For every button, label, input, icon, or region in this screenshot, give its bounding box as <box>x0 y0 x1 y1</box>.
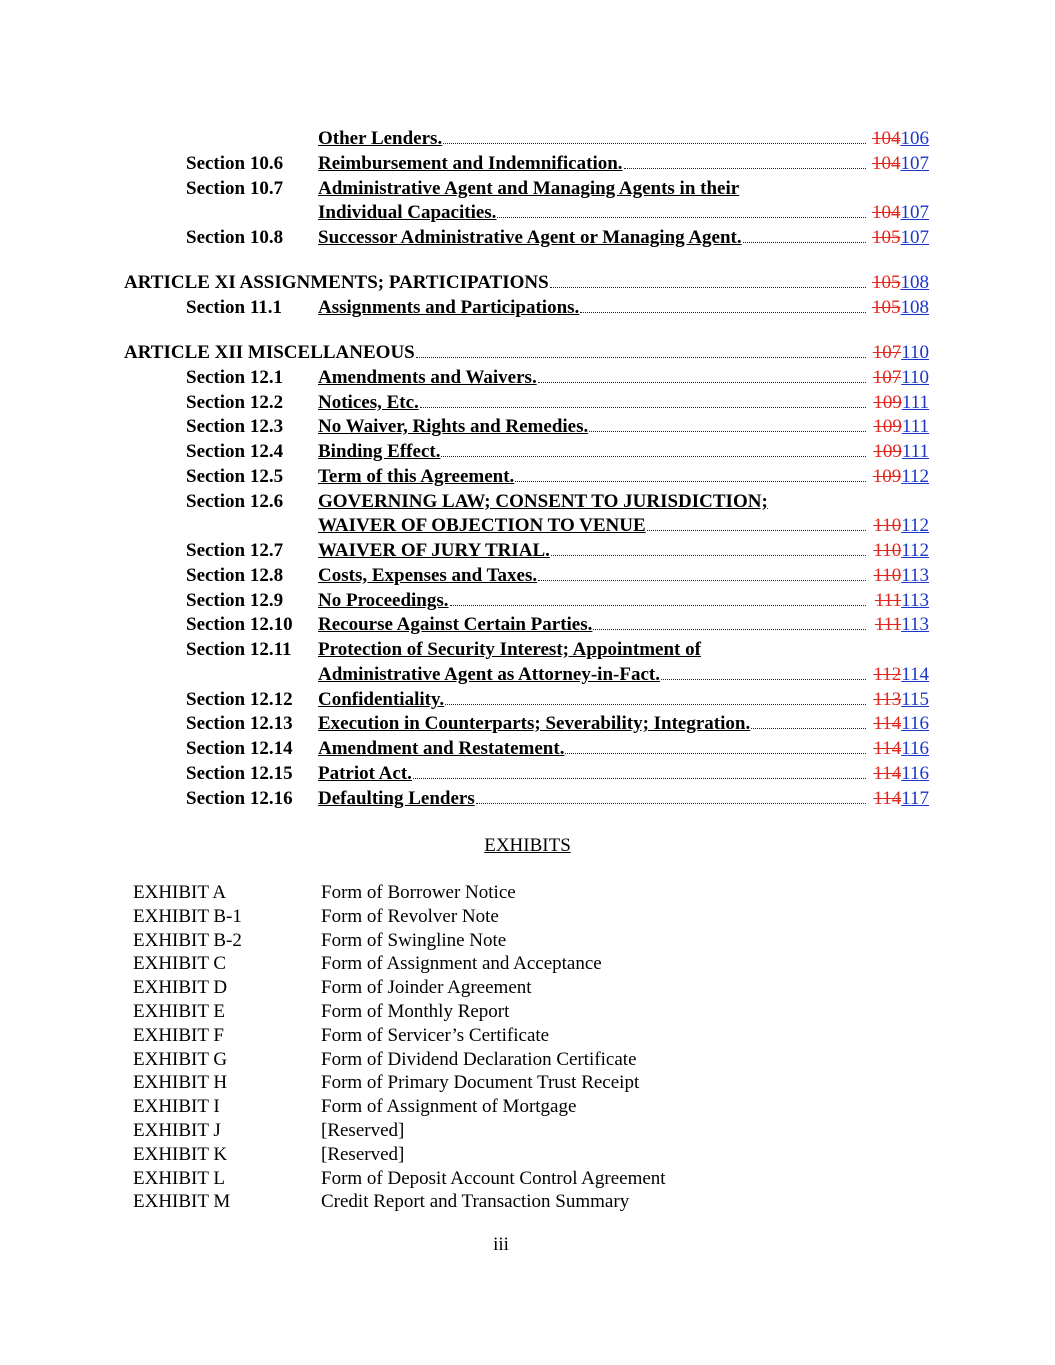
toc-entry-row <box>0 390 1055 415</box>
exhibit-id: EXHIBIT F <box>133 1024 224 1046</box>
section-number: Section 12.16 <box>186 788 293 809</box>
toc-entry-row <box>0 126 1055 151</box>
section-title-link[interactable]: Term of this Agreement. <box>318 466 515 487</box>
deleted-page-number: 114 <box>873 738 902 759</box>
page-reference <box>873 563 929 588</box>
toc-entry-row <box>0 414 1055 439</box>
section-number: Section 12.4 <box>186 441 284 462</box>
section-number: Section 12.14 <box>186 738 293 759</box>
deleted-page-number: 109 <box>873 416 902 437</box>
inserted-page-link[interactable]: 116 <box>901 738 929 759</box>
page-reference <box>873 538 929 563</box>
dot-leader <box>416 340 866 358</box>
dot-leader <box>589 414 866 432</box>
section-title-link[interactable]: GOVERNING LAW; CONSENT TO JURISDICTION; <box>318 491 768 512</box>
article-title: ARTICLE XI ASSIGNMENTS; PARTICIPATIONS <box>124 272 549 293</box>
inserted-page-link[interactable]: 107 <box>900 202 929 223</box>
exhibit-row <box>0 976 1055 1000</box>
toc-title-line <box>318 687 867 712</box>
deleted-page-number: 110 <box>873 540 902 561</box>
section-title-link[interactable]: WAIVER OF JURY TRIAL. <box>318 540 550 561</box>
deleted-page-number: 111 <box>874 590 902 611</box>
dot-leader <box>413 761 866 779</box>
section-title-link[interactable]: Costs, Expenses and Taxes. <box>318 565 538 586</box>
section-number: Section 12.8 <box>186 565 284 586</box>
exhibit-description: Form of Primary Document Trust Receipt <box>321 1072 640 1094</box>
section-number: Section 11.1 <box>186 297 283 318</box>
toc-title-line <box>318 761 867 786</box>
toc-entry-row <box>0 200 1055 225</box>
toc-title-line <box>318 662 867 687</box>
exhibit-description: Form of Revolver Note <box>321 905 499 927</box>
dot-leader <box>743 225 866 243</box>
dot-leader <box>476 786 866 804</box>
inserted-page-link[interactable]: 114 <box>901 664 929 685</box>
exhibit-row <box>0 905 1055 929</box>
dot-leader <box>661 662 866 680</box>
section-title-link[interactable]: No Waiver, Rights and Remedies. <box>318 416 589 437</box>
toc-title-line <box>318 176 867 201</box>
page-reference <box>873 711 929 736</box>
dot-leader <box>551 538 866 556</box>
section-title-link[interactable]: Individual Capacities. <box>318 202 497 223</box>
page-reference <box>873 513 929 538</box>
toc-title-line <box>124 340 867 365</box>
exhibit-row <box>0 1143 1055 1167</box>
deleted-page-number: 111 <box>874 614 902 635</box>
inserted-page-link[interactable]: 107 <box>900 153 929 174</box>
exhibit-id: EXHIBIT H <box>133 1072 228 1094</box>
deleted-page-number: 104 <box>872 153 901 174</box>
toc-title-line <box>318 563 867 588</box>
exhibit-id: EXHIBIT G <box>133 1048 228 1070</box>
inserted-page-link[interactable]: 115 <box>901 689 929 710</box>
exhibit-id: EXHIBIT C <box>133 953 227 975</box>
exhibit-row <box>0 1000 1055 1024</box>
section-number: Section 12.10 <box>186 614 293 635</box>
page-reference <box>873 736 929 761</box>
toc-title-line <box>318 126 867 151</box>
dot-leader <box>450 588 866 606</box>
section-title-link[interactable]: WAIVER OF OBJECTION TO VENUE <box>318 515 646 536</box>
toc-entry-row <box>0 563 1055 588</box>
deleted-page-number: 114 <box>873 713 902 734</box>
page-reference <box>872 225 929 250</box>
section-number: Section 12.15 <box>186 763 293 784</box>
section-title-link[interactable]: Execution in Counterparts; Severability; Integration. <box>318 713 751 734</box>
inserted-page-link[interactable]: 112 <box>901 515 929 536</box>
page-reference <box>873 414 929 439</box>
toc-entry-row <box>0 225 1055 250</box>
toc-title-line <box>318 414 867 439</box>
exhibit-id: EXHIBIT L <box>133 1167 225 1189</box>
toc-title-line <box>318 151 867 176</box>
page-reference <box>873 365 929 390</box>
page-reference <box>872 270 929 295</box>
section-title-link[interactable]: Defaulting Lenders <box>318 788 475 809</box>
exhibit-row <box>0 1167 1055 1191</box>
exhibits-heading: EXHIBITS <box>484 835 571 856</box>
toc-entry-row <box>0 489 1055 514</box>
toc-title-line <box>318 513 867 538</box>
page-reference <box>875 612 929 637</box>
exhibit-id: EXHIBIT M <box>133 1191 231 1213</box>
section-title-link[interactable]: Patriot Act. <box>318 763 412 784</box>
section-title-link[interactable]: Reimbursement and Indemnification. <box>318 153 623 174</box>
exhibit-row <box>0 881 1055 905</box>
exhibit-id: EXHIBIT J <box>133 1120 221 1141</box>
section-number: Section 10.7 <box>186 178 284 199</box>
toc-entry-row <box>0 365 1055 390</box>
toc-entry-row <box>0 176 1055 201</box>
deleted-page-number: 107 <box>872 367 902 388</box>
inserted-page-link[interactable]: 113 <box>901 590 929 611</box>
deleted-page-number: 110 <box>873 515 902 536</box>
page-reference <box>872 151 929 176</box>
toc-title-line <box>318 612 867 637</box>
page-reference <box>875 588 929 613</box>
inserted-page-link[interactable]: 106 <box>900 128 929 149</box>
toc-entry-row <box>0 711 1055 736</box>
inserted-page-link[interactable]: 107 <box>900 227 929 248</box>
toc-title-line <box>318 200 867 225</box>
dot-leader <box>515 464 866 482</box>
toc-entry-row <box>0 588 1055 613</box>
section-number: Section 12.5 <box>186 466 284 487</box>
deleted-page-number: 112 <box>873 664 902 685</box>
section-number: Section 12.12 <box>186 689 293 710</box>
section-title-link[interactable]: Other Lenders. <box>318 128 443 149</box>
exhibit-id: EXHIBIT A <box>133 882 227 903</box>
toc-title-line <box>318 365 867 390</box>
exhibit-id: EXHIBIT E <box>133 1001 225 1022</box>
exhibit-description: Form of Assignment of Mortgage <box>321 1096 577 1118</box>
exhibit-row <box>0 1119 1055 1143</box>
exhibit-id: EXHIBIT I <box>133 1096 220 1118</box>
section-title-link[interactable]: Assignments and Participations. <box>318 297 580 318</box>
deleted-page-number: 113 <box>873 689 902 710</box>
toc-title-line <box>318 489 867 514</box>
toc-entry-row <box>0 761 1055 786</box>
page-reference <box>873 340 929 365</box>
exhibit-row <box>0 1024 1055 1048</box>
section-number: Section 12.7 <box>186 540 284 561</box>
dot-leader <box>445 687 866 705</box>
inserted-page-link[interactable]: 116 <box>901 763 929 784</box>
exhibit-description: [Reserved] <box>321 1120 405 1141</box>
exhibit-row <box>0 1048 1055 1072</box>
deleted-page-number: 104 <box>872 128 901 149</box>
exhibit-description: Form of Servicer’s Certificate <box>321 1024 550 1046</box>
exhibit-row <box>0 1071 1055 1095</box>
dot-leader <box>538 365 866 383</box>
article-title: ARTICLE XII MISCELLANEOUS <box>124 342 415 363</box>
deleted-page-number: 107 <box>872 342 902 363</box>
exhibit-id: EXHIBIT B-1 <box>133 905 242 927</box>
section-number: Section 12.11 <box>186 639 292 660</box>
dot-leader <box>420 390 866 408</box>
inserted-page-link[interactable]: 117 <box>901 788 929 809</box>
section-number: Section 10.6 <box>186 153 284 174</box>
exhibit-row <box>0 952 1055 976</box>
section-number: Section 12.9 <box>186 590 284 611</box>
toc-entry-row <box>0 513 1055 538</box>
inserted-page-link[interactable]: 110 <box>901 367 929 388</box>
toc-title-line <box>318 225 867 250</box>
toc-title-line <box>318 588 867 613</box>
inserted-page-link[interactable]: 111 <box>901 392 929 413</box>
dot-leader <box>580 295 866 313</box>
deleted-page-number: 110 <box>873 565 902 586</box>
toc-title-line <box>318 464 867 489</box>
deleted-page-number: 109 <box>873 392 902 413</box>
toc-entry-row <box>0 736 1055 761</box>
toc-entry-row <box>0 538 1055 563</box>
section-title-link[interactable]: Administrative Agent as Attorney-in-Fact. <box>318 664 660 685</box>
toc-entry-row <box>0 662 1055 687</box>
page-reference <box>873 687 929 712</box>
page-reference <box>872 200 929 225</box>
dot-leader <box>647 513 866 531</box>
dot-leader <box>593 612 866 630</box>
section-title-link[interactable]: Protection of Security Interest; Appointment of <box>318 639 701 660</box>
exhibit-id: EXHIBIT K <box>133 1143 228 1165</box>
dot-leader <box>443 126 866 144</box>
dot-leader <box>538 563 866 581</box>
toc-entry-row <box>0 786 1055 811</box>
exhibit-id: EXHIBIT D <box>133 977 228 999</box>
section-number: Section 12.13 <box>186 713 293 734</box>
deleted-page-number: 114 <box>873 788 902 809</box>
inserted-page-link[interactable]: 113 <box>901 614 929 635</box>
inserted-page-link[interactable]: 108 <box>900 272 929 293</box>
toc-title-line <box>318 736 867 761</box>
toc-article-row <box>0 270 1055 295</box>
toc-article-row <box>0 340 1055 365</box>
page-reference <box>873 390 929 415</box>
section-title-link[interactable]: Confidentiality. <box>318 689 445 710</box>
dot-leader <box>497 200 866 218</box>
toc-entry-row <box>0 295 1055 320</box>
deleted-page-number: 105 <box>872 297 901 318</box>
dot-leader <box>565 736 866 754</box>
inserted-page-link[interactable]: 111 <box>901 441 929 462</box>
toc-entry-row <box>0 439 1055 464</box>
page-reference <box>872 295 929 320</box>
toc-title-line <box>318 786 867 811</box>
toc-entry-row <box>0 151 1055 176</box>
deleted-page-number: 109 <box>873 441 902 462</box>
section-number: Section 10.8 <box>186 227 284 248</box>
section-title-link[interactable]: Notices, Etc. <box>318 392 419 413</box>
section-number: Section 12.3 <box>186 416 284 437</box>
toc-title-line <box>124 270 867 295</box>
toc-entry-row <box>0 637 1055 662</box>
section-number: Section 12.2 <box>186 392 284 413</box>
exhibit-description: Form of Monthly Report <box>321 1001 510 1022</box>
exhibit-description: Form of Assignment and Acceptance <box>321 953 602 975</box>
exhibit-description: Form of Deposit Account Control Agreement <box>321 1167 666 1189</box>
toc-entry-row <box>0 612 1055 637</box>
toc-title-line <box>318 637 867 662</box>
toc-title-line <box>318 439 867 464</box>
inserted-page-link[interactable]: 116 <box>901 713 929 734</box>
deleted-page-number: 109 <box>872 466 902 487</box>
inserted-page-link[interactable]: 112 <box>901 540 929 561</box>
dot-leader <box>624 151 866 169</box>
toc-entry-row <box>0 687 1055 712</box>
page-reference <box>872 126 929 151</box>
exhibit-id: EXHIBIT B-2 <box>133 929 242 951</box>
exhibit-description: Form of Borrower Notice <box>321 882 516 903</box>
exhibit-description: Credit Report and Transaction Summary <box>321 1191 630 1213</box>
toc-entry-row <box>0 464 1055 489</box>
deleted-page-number: 114 <box>873 763 902 784</box>
page-reference <box>873 761 929 786</box>
page-number: iii <box>493 1234 509 1255</box>
inserted-page-link[interactable]: 110 <box>901 342 929 363</box>
toc-title-line <box>318 538 867 563</box>
exhibit-description: [Reserved] <box>321 1143 405 1165</box>
page-reference <box>873 464 929 489</box>
exhibit-description: Form of Swingline Note <box>321 929 507 951</box>
exhibit-row <box>0 1095 1055 1119</box>
deleted-page-number: 105 <box>872 272 901 293</box>
dot-leader <box>751 711 866 729</box>
page-reference <box>873 439 929 464</box>
inserted-page-link[interactable]: 112 <box>901 466 929 487</box>
section-title-link[interactable]: Recourse Against Certain Parties. <box>318 614 593 635</box>
deleted-page-number: 104 <box>872 202 901 223</box>
section-title-link[interactable]: Amendments and Waivers. <box>318 367 537 388</box>
section-title-link[interactable]: Amendment and Restatement. <box>318 738 565 759</box>
page-reference <box>873 786 929 811</box>
section-title-link[interactable]: No Proceedings. <box>318 590 449 611</box>
exhibit-description: Form of Joinder Agreement <box>321 977 532 999</box>
section-title-link[interactable]: Successor Administrative Agent or Managing Agent. <box>318 227 742 248</box>
inserted-page-link[interactable]: 113 <box>901 565 929 586</box>
exhibit-description: Form of Dividend Declaration Certificate <box>321 1048 637 1070</box>
section-title-link[interactable]: Administrative Agent and Managing Agents in their <box>318 178 740 199</box>
dot-leader <box>550 270 866 288</box>
dot-leader <box>441 439 866 457</box>
deleted-page-number: 105 <box>872 227 901 248</box>
toc-title-line <box>318 711 867 736</box>
page-reference <box>873 662 929 687</box>
section-title-link[interactable]: Binding Effect. <box>318 441 441 462</box>
section-number: Section 12.6 <box>186 491 284 512</box>
section-number: Section 12.1 <box>186 367 284 388</box>
exhibit-row <box>0 1190 1055 1214</box>
inserted-page-link[interactable]: 111 <box>901 416 929 437</box>
toc-title-line <box>318 390 867 415</box>
toc-title-line <box>318 295 867 320</box>
inserted-page-link[interactable]: 108 <box>900 297 929 318</box>
exhibit-row <box>0 929 1055 953</box>
